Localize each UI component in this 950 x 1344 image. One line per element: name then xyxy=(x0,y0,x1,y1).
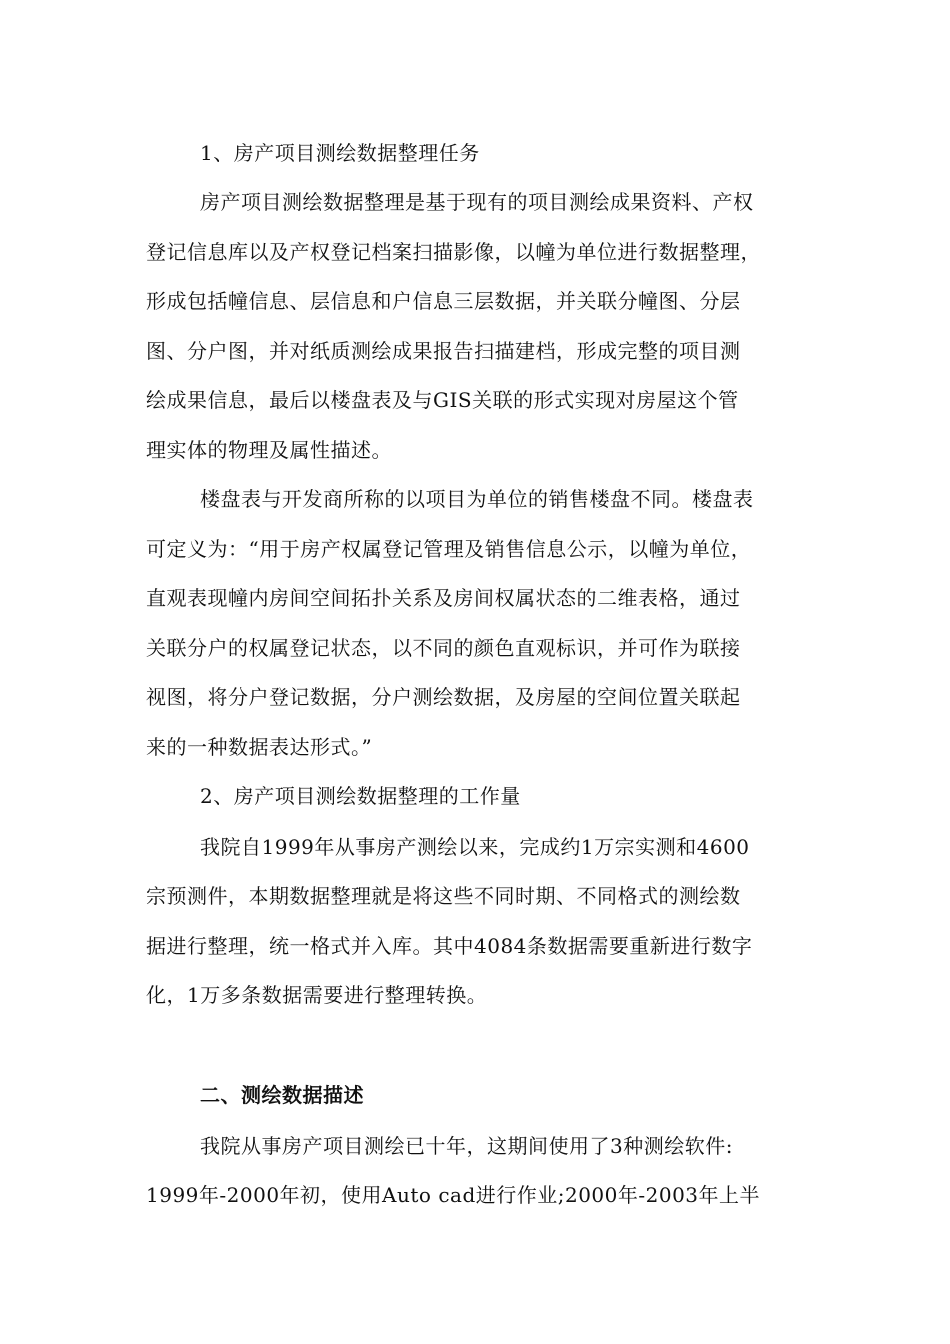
paragraph-line: 来的一种数据表达形式。” xyxy=(146,735,373,759)
paragraph-line: 绘成果信息，最后以楼盘表及与GIS关联的形式实现对房屋这个管 xyxy=(146,388,739,412)
subsection-heading-1: 1、房产项目测绘数据整理任务 xyxy=(200,141,480,165)
paragraph-line: 关联分户的权属登记状态，以不同的颜色直观标识，并可作为联接 xyxy=(146,636,741,660)
paragraph-line: 房产项目测绘数据整理是基于现有的项目测绘成果资料、产权 xyxy=(200,190,754,214)
paragraph-line: 视图，将分户登记数据，分户测绘数据，及房屋的空间位置关联起 xyxy=(146,685,741,709)
paragraph-line: 图、分户图，并对纸质测绘成果报告扫描建档，形成完整的项目测 xyxy=(146,339,741,363)
paragraph-line: 形成包括幢信息、层信息和户信息三层数据，并关联分幢图、分层 xyxy=(146,289,741,313)
paragraph-line: 可定义为：“用于房产权属登记管理及销售信息公示，以幢为单位， xyxy=(146,537,752,561)
paragraph-line: 宗预测件，本期数据整理就是将这些不同时期、不同格式的测绘数 xyxy=(146,884,741,908)
paragraph-line: 登记信息库以及产权登记档案扫描影像，以幢为单位进行数据整理， xyxy=(146,240,761,264)
paragraph-line: 据进行整理，统一格式并入库。其中4084条数据需要重新进行数字 xyxy=(146,934,753,958)
section-heading: 二、测绘数据描述 xyxy=(200,1083,364,1107)
paragraph-line: 楼盘表与开发商所称的以项目为单位的销售楼盘不同。楼盘表 xyxy=(200,487,754,511)
paragraph-line: 我院自1999年从事房产测绘以来，完成约1万宗实测和4600 xyxy=(200,835,750,859)
paragraph-line: 1999年-2000年初，使用Auto cad进行作业;2000年-2003年上半 xyxy=(146,1183,761,1207)
paragraph-line: 我院从事房产项目测绘已十年，这期间使用了3种测绘软件: xyxy=(200,1134,733,1158)
subsection-heading-2: 2、房产项目测绘数据整理的工作量 xyxy=(200,784,521,808)
paragraph-line: 直观表现幢内房间空间拓扑关系及房间权属状态的二维表格，通过 xyxy=(146,586,741,610)
paragraph-line: 理实体的物理及属性描述。 xyxy=(146,438,392,462)
paragraph-line: 化，1万多条数据需要进行整理转换。 xyxy=(146,983,488,1007)
